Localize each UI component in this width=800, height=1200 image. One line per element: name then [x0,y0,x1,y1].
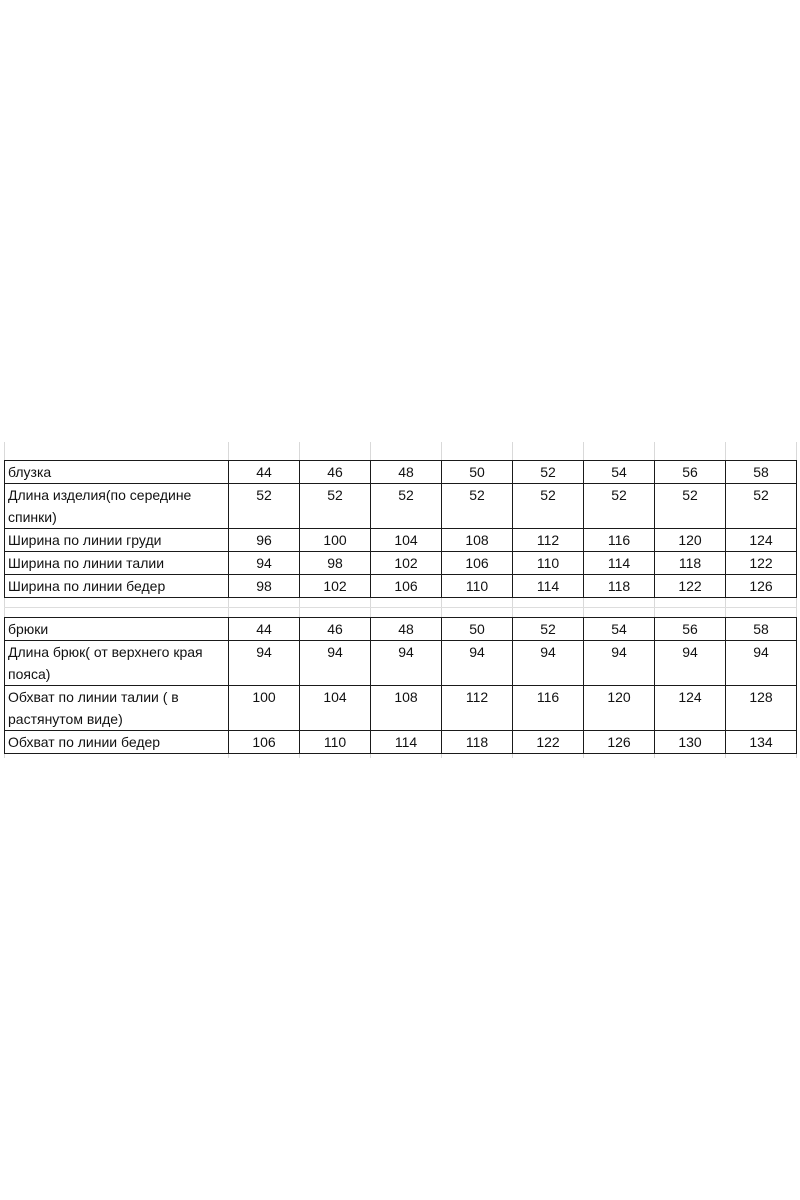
table-cell: 94 [300,641,371,686]
table-cell: 104 [371,529,442,552]
table-row [5,731,797,754]
table-header-row [5,618,797,641]
table-cell: 48 [371,618,442,641]
table-cell: 94 [655,641,726,686]
table-cell: 96 [229,529,300,552]
table-cell: 120 [655,529,726,552]
table-cell: 116 [584,529,655,552]
table-cell: 118 [584,575,655,598]
table-cell: 118 [655,552,726,575]
table-cell: 122 [513,731,584,754]
table-cell: 100 [229,686,300,731]
table-cell: 52 [513,484,584,529]
table-cell: 128 [726,686,797,731]
table-cell: 50 [442,461,513,484]
table-cell: 114 [584,552,655,575]
table-cell: 126 [726,575,797,598]
table-cell: Ширина по линии талии [5,552,229,575]
table-cell: брюки [5,618,229,641]
table-cell: 52 [513,461,584,484]
blouse-size-table [4,460,797,598]
table-cell: 54 [584,618,655,641]
table-cell: 94 [371,641,442,686]
table-header-row [5,461,797,484]
table-cell: 94 [513,641,584,686]
table-cell: Длина изделия(по середине спинки) [5,484,229,529]
table-cell: 110 [513,552,584,575]
table-cell: 56 [655,618,726,641]
table-cell: 52 [300,484,371,529]
table-cell: 52 [584,484,655,529]
table-cell: 52 [371,484,442,529]
table-cell: 52 [513,618,584,641]
table-cell: Обхват по линии бедер [5,731,229,754]
table-cell: 106 [229,731,300,754]
table-cell: 58 [726,461,797,484]
table-cell: 94 [726,641,797,686]
table-row [5,686,797,731]
table-cell: 112 [513,529,584,552]
table-cell: 58 [726,618,797,641]
table-cell: 102 [371,552,442,575]
table-cell: 94 [442,641,513,686]
table-cell: 56 [655,461,726,484]
table-cell: 114 [513,575,584,598]
table-cell: 54 [584,461,655,484]
table-cell: 102 [300,575,371,598]
table-cell: Длина брюк( от верхнего края пояса) [5,641,229,686]
table-cell: 106 [371,575,442,598]
table-cell: 116 [513,686,584,731]
table-row [5,575,797,598]
table-cell: 110 [300,731,371,754]
table-cell: 106 [442,552,513,575]
table-cell: 122 [726,552,797,575]
table-row [5,552,797,575]
table-cell: 110 [442,575,513,598]
table-cell: 46 [300,461,371,484]
table-cell: 44 [229,461,300,484]
table-cell: 124 [726,529,797,552]
table-cell: 126 [584,731,655,754]
table-cell: 100 [300,529,371,552]
table-cell: 124 [655,686,726,731]
table-cell: 52 [655,484,726,529]
table-cell: 50 [442,618,513,641]
table-cell: 112 [442,686,513,731]
table-cell: Ширина по линии бедер [5,575,229,598]
table-cell: Ширина по линии груди [5,529,229,552]
table-cell: 98 [229,575,300,598]
table-cell: блузка [5,461,229,484]
table-row [5,529,797,552]
table-cell: 122 [655,575,726,598]
table-cell: 94 [229,641,300,686]
table-cell: 44 [229,618,300,641]
table-cell: 114 [371,731,442,754]
table-cell: 48 [371,461,442,484]
table-cell: 134 [726,731,797,754]
table-cell: 52 [229,484,300,529]
table-cell: Обхват по линии талии ( в растянутом виде) [5,686,229,731]
table-cell: 108 [442,529,513,552]
table-cell: 52 [726,484,797,529]
table-row [5,641,797,686]
table-cell: 120 [584,686,655,731]
table-cell: 94 [229,552,300,575]
table-cell: 118 [442,731,513,754]
table-cell: 108 [371,686,442,731]
grid-line [4,607,796,608]
table-cell: 98 [300,552,371,575]
table-cell: 104 [300,686,371,731]
table-row [5,484,797,529]
trousers-size-table [4,617,797,754]
table-cell: 130 [655,731,726,754]
table-cell: 94 [584,641,655,686]
table-cell: 46 [300,618,371,641]
table-cell: 52 [442,484,513,529]
